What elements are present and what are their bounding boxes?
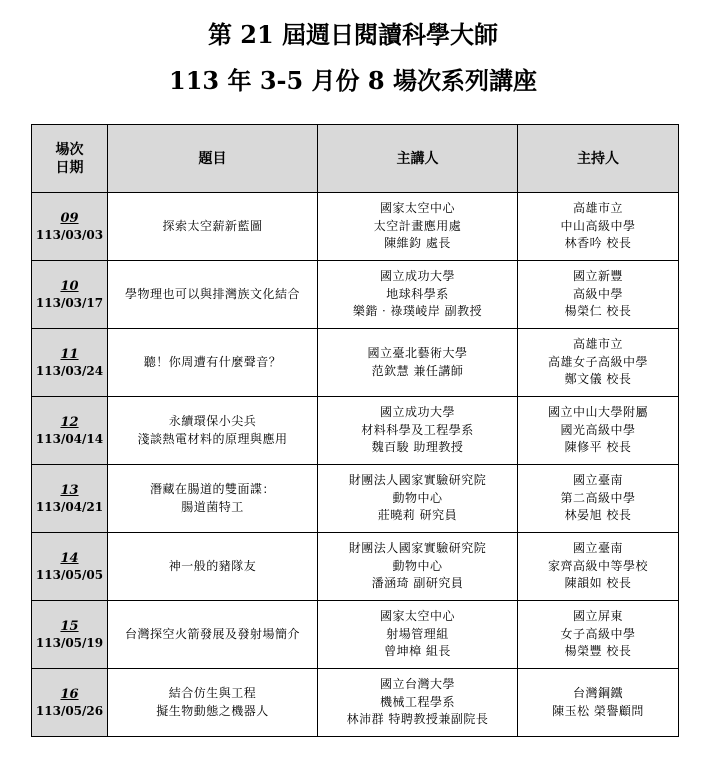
topic-cell bbox=[108, 465, 318, 533]
host-line: 家齊高級中等學校 bbox=[547, 558, 648, 573]
header-date-line: 日期 bbox=[55, 159, 84, 176]
table-body bbox=[32, 193, 679, 737]
host-line: 國立臺南 bbox=[572, 473, 623, 488]
speaker-line: 機械工程學系 bbox=[379, 694, 455, 709]
speaker-cell bbox=[318, 465, 518, 533]
topic-line: 學物理也可以與排灣族文化結合 bbox=[124, 286, 300, 301]
session-number: 12 bbox=[60, 414, 79, 430]
topic-cell bbox=[108, 261, 318, 329]
session-number: 15 bbox=[60, 618, 79, 634]
session-date: 113/05/19 bbox=[35, 635, 104, 650]
speaker-cell bbox=[318, 193, 518, 261]
speaker-line: 動物中心 bbox=[392, 490, 443, 505]
host-line: 中山高級中學 bbox=[560, 218, 636, 233]
session-date: 113/03/24 bbox=[35, 363, 104, 378]
speaker-line: 財團法人國家實驗研究院 bbox=[348, 473, 487, 488]
topic-cell bbox=[108, 193, 318, 261]
topic-line: 台灣探空火箭發展及發射場簡介 bbox=[124, 626, 300, 641]
host-cell bbox=[518, 465, 679, 533]
session-date-cell bbox=[32, 329, 108, 397]
speaker-line: 國立台灣大學 bbox=[379, 677, 455, 692]
topic-line: 淺談熱電材料的原理與應用 bbox=[137, 431, 288, 446]
speaker-line: 材料科學及工程學系 bbox=[361, 422, 474, 437]
host-line: 林晏旭 校長 bbox=[564, 508, 632, 523]
speaker-cell bbox=[318, 601, 518, 669]
speaker-cell bbox=[318, 261, 518, 329]
table-row bbox=[32, 329, 679, 397]
header-topic: 題目 bbox=[108, 125, 318, 193]
table-row bbox=[32, 465, 679, 533]
session-number: 10 bbox=[60, 278, 79, 294]
table-row bbox=[32, 193, 679, 261]
host-line: 第二高級中學 bbox=[560, 490, 636, 505]
session-date-cell bbox=[32, 397, 108, 465]
topic-line: 聽！你周遭有什麼聲音？ bbox=[143, 354, 282, 369]
table-row bbox=[32, 533, 679, 601]
page-subtitle: 113 年 3-5 月份 8 場次系列講座 bbox=[169, 66, 537, 95]
topic-line: 神一般的豬隊友 bbox=[168, 558, 257, 573]
speaker-line: 射場管理組 bbox=[386, 626, 449, 641]
session-date: 113/03/03 bbox=[35, 227, 104, 242]
host-cell bbox=[518, 397, 679, 465]
speaker-line: 地球科學系 bbox=[386, 286, 449, 301]
speaker-line: 國立臺北藝術大學 bbox=[367, 346, 468, 360]
session-number: 16 bbox=[60, 686, 79, 702]
session-date: 113/03/17 bbox=[35, 295, 104, 310]
table-row bbox=[32, 601, 679, 669]
table-row bbox=[32, 397, 679, 465]
speaker-line: 林沛群 特聘教授兼副院長 bbox=[346, 712, 489, 727]
topic-cell bbox=[108, 601, 318, 669]
host-line: 楊榮豐 校長 bbox=[564, 644, 632, 659]
speaker-line: 太空計畫應用處 bbox=[373, 218, 462, 233]
topic-line: 腸道菌特工 bbox=[181, 499, 244, 514]
speaker-cell bbox=[318, 669, 518, 737]
host-line: 高級中學 bbox=[572, 286, 623, 301]
page-title: 第 21 屆週日閱讀科學大師 bbox=[207, 20, 499, 49]
host-line: 高雄女子高級中學 bbox=[547, 354, 648, 369]
host-line: 國光高級中學 bbox=[560, 422, 636, 437]
host-cell bbox=[518, 601, 679, 669]
topic-line: 擬生物動態之機器人 bbox=[156, 703, 269, 718]
session-date: 113/04/14 bbox=[35, 431, 104, 446]
header-date-line: 場次 bbox=[55, 141, 84, 158]
host-cell bbox=[518, 533, 679, 601]
header-host: 主持人 bbox=[518, 125, 679, 193]
host-line: 林香吟 校長 bbox=[564, 236, 632, 251]
session-number: 11 bbox=[60, 346, 79, 362]
host-line: 陳韻如 校長 bbox=[564, 576, 632, 591]
topic-line: 探索太空薪新藍圖 bbox=[162, 218, 263, 233]
host-line: 楊榮仁 校長 bbox=[564, 304, 632, 319]
table-row bbox=[32, 261, 679, 329]
session-date-cell bbox=[32, 193, 108, 261]
speaker-line: 曾坤樟 組長 bbox=[384, 644, 451, 659]
speaker-cell bbox=[318, 397, 518, 465]
speaker-cell bbox=[318, 329, 518, 397]
host-line: 陳玉松 榮譽顧問 bbox=[552, 703, 644, 718]
table-row bbox=[32, 669, 679, 737]
topic-cell bbox=[108, 533, 318, 601]
session-number: 13 bbox=[60, 482, 79, 498]
host-cell bbox=[518, 329, 679, 397]
host-cell bbox=[518, 669, 679, 737]
session-number: 09 bbox=[60, 210, 79, 226]
session-number: 14 bbox=[60, 550, 79, 566]
host-line: 鄭文儀 校長 bbox=[564, 372, 632, 387]
speaker-line: 莊曉莉 研究員 bbox=[377, 508, 458, 523]
host-line: 國立屏東 bbox=[572, 609, 623, 624]
host-line: 國立臺南 bbox=[572, 541, 623, 556]
host-line: 國立新豐 bbox=[572, 269, 623, 284]
speaker-line: 魏百駿 助理教授 bbox=[371, 440, 464, 455]
speaker-line: 國立成功大學 bbox=[379, 405, 455, 420]
host-line: 國立中山大學附屬 bbox=[547, 405, 648, 420]
session-date: 113/05/26 bbox=[35, 703, 104, 718]
speaker-line: 范欽慧 兼任講師 bbox=[371, 363, 464, 378]
host-line: 高雄市立 bbox=[572, 201, 623, 216]
host-line: 女子高級中學 bbox=[560, 626, 636, 641]
host-line: 高雄市立 bbox=[572, 337, 623, 352]
session-date-cell bbox=[32, 261, 108, 329]
session-date: 113/05/05 bbox=[35, 567, 104, 582]
host-cell bbox=[518, 193, 679, 261]
speaker-line: 潘涵琦 副研究員 bbox=[371, 576, 464, 591]
topic-line: 潛藏在腸道的雙面諜： bbox=[149, 482, 275, 496]
header-date bbox=[32, 125, 108, 193]
session-date-cell bbox=[32, 533, 108, 601]
topic-cell bbox=[108, 669, 318, 737]
session-date-cell bbox=[32, 465, 108, 533]
session-date: 113/04/21 bbox=[35, 499, 104, 514]
topic-cell bbox=[108, 329, 318, 397]
table-header-row bbox=[32, 125, 679, 193]
lecture-schedule-table bbox=[31, 124, 679, 737]
host-line: 陳修平 校長 bbox=[564, 440, 632, 455]
session-date-cell bbox=[32, 601, 108, 669]
speaker-line: 樂鍇‧祿璞崚岸 副教授 bbox=[352, 304, 483, 319]
topic-line: 結合仿生與工程 bbox=[168, 686, 257, 700]
host-cell bbox=[518, 261, 679, 329]
host-line: 台灣鋼鐵 bbox=[572, 686, 623, 700]
session-date-cell bbox=[32, 669, 108, 737]
topic-cell bbox=[108, 397, 318, 465]
speaker-line: 國家太空中心 bbox=[379, 201, 455, 216]
topic-line: 永續環保小尖兵 bbox=[168, 414, 257, 428]
speaker-line: 國立成功大學 bbox=[379, 269, 455, 284]
speaker-line: 財團法人國家實驗研究院 bbox=[348, 541, 487, 556]
header-speaker: 主講人 bbox=[318, 125, 518, 193]
speaker-line: 國家太空中心 bbox=[379, 609, 455, 624]
speaker-cell bbox=[318, 533, 518, 601]
speaker-line: 陳維鈞 處長 bbox=[384, 236, 451, 251]
speaker-line: 動物中心 bbox=[392, 558, 443, 573]
